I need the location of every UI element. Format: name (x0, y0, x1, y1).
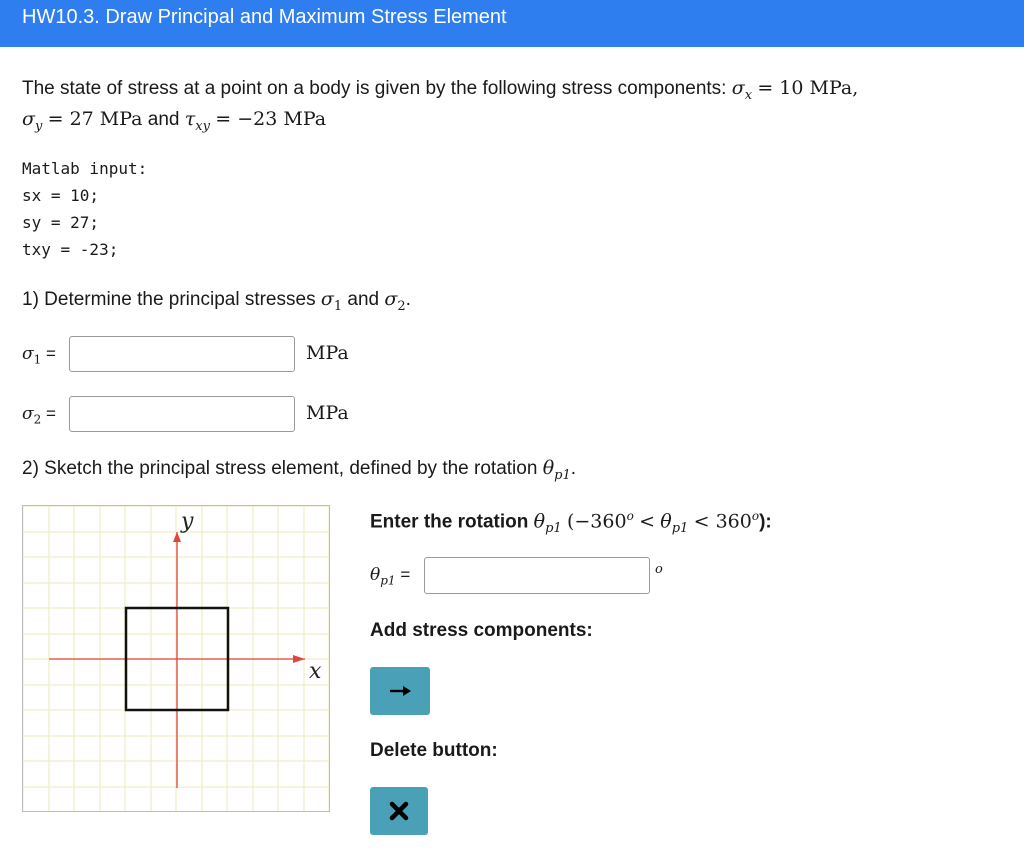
sigma1-label-subscript: 1 (33, 352, 42, 367)
x-axis-label: x (309, 659, 322, 684)
sigma-x-symbol: σ (731, 77, 745, 99)
rotation-heading (370, 509, 772, 536)
question-1 (22, 288, 411, 314)
y-axis-label: y (181, 509, 194, 534)
rotation-range-lower: (−360 (566, 510, 627, 533)
q1-and-text: and (347, 289, 380, 310)
delete-label: Delete button: (370, 740, 498, 761)
matlab-line-sy: sy = 27; (22, 213, 100, 232)
matlab-line-sx: sx = 10; (22, 186, 100, 205)
question-2-text: 2) Sketch the principal stress element, defined by the rotation (22, 458, 538, 479)
rotation-range-end: ): (759, 511, 772, 533)
theta-input-label (370, 565, 410, 587)
sigma-y-subscript: y (34, 118, 43, 134)
rotation-degree-upper: o (751, 509, 760, 523)
q2-period: . (570, 458, 577, 479)
sigma1-label-symbol: σ (22, 344, 34, 364)
q2-theta-subscript: p1 (554, 467, 571, 483)
add-stress-button[interactable] (370, 667, 430, 715)
y-axis (173, 532, 181, 788)
theta-degree-unit: o (655, 562, 663, 577)
sigma1-input[interactable] (69, 336, 295, 372)
theta-input[interactable] (424, 557, 650, 594)
sigma2-unit: MPa (306, 402, 349, 424)
sigma2-label-subscript: 2 (33, 412, 42, 427)
question-2 (22, 457, 576, 483)
theta-equals: = (400, 565, 411, 584)
problem-intro: The state of stress at a point on a body is given by the following stress components: (22, 78, 727, 99)
rotation-degree-lower: o (626, 509, 634, 523)
stress-element-canvas[interactable] (22, 505, 330, 812)
sigma1-label (22, 344, 56, 366)
header-bar (0, 0, 1024, 47)
theta-input-subscript: p1 (380, 573, 396, 588)
sigma-x-subscript: x (744, 87, 753, 103)
q1-sigma1-subscript: 1 (333, 298, 343, 314)
tau-value: = −23 MPa (215, 108, 327, 130)
tau-subscript: xy (195, 118, 210, 134)
close-icon (388, 800, 410, 822)
theta-input-symbol: θ (370, 565, 381, 585)
sigma2-input[interactable] (69, 396, 295, 432)
sigma1-unit: MPa (306, 342, 349, 364)
sigma-y-value: = 27 MPa (47, 108, 143, 130)
arrow-right-icon (387, 683, 413, 699)
matlab-heading: Matlab input: (22, 159, 148, 178)
rotation-heading-text: Enter the rotation (370, 511, 529, 533)
problem-statement-line1 (22, 77, 858, 103)
matlab-line-txy: txy = -23; (22, 240, 119, 259)
tau-symbol: τ (184, 108, 196, 130)
sigma-y-symbol: σ (22, 108, 35, 130)
rotation-theta-symbol-2: θ (660, 510, 672, 533)
sigma-x-value: = 10 MPa, (757, 77, 859, 99)
q1-sigma2-symbol: σ (384, 288, 398, 310)
add-stress-label: Add stress components: (370, 620, 593, 641)
rotation-theta-subscript: p1 (545, 521, 562, 537)
sigma2-label (22, 404, 56, 426)
stress-element-svg (23, 506, 329, 811)
page-title: HW10.3. Draw Principal and Maximum Stress Element (22, 6, 507, 28)
rotation-theta-subscript-2: p1 (671, 521, 689, 537)
q1-sigma2-subscript: 2 (397, 298, 406, 314)
rotation-theta-symbol: θ (533, 510, 546, 533)
sigma1-equals: = (45, 344, 56, 363)
and-text: and (147, 109, 180, 130)
q1-sigma1-symbol: σ (320, 288, 334, 310)
rotation-lt: < (639, 510, 655, 533)
q2-theta-symbol: θ (542, 457, 555, 479)
q1-period: . (405, 289, 411, 310)
problem-statement-line2 (22, 108, 326, 134)
sigma2-equals: = (45, 404, 56, 423)
question-1-text: 1) Determine the principal stresses (22, 289, 316, 310)
sigma2-label-symbol: σ (22, 404, 34, 424)
delete-button[interactable] (370, 787, 428, 835)
rotation-range-upper: < 360 (693, 510, 752, 533)
